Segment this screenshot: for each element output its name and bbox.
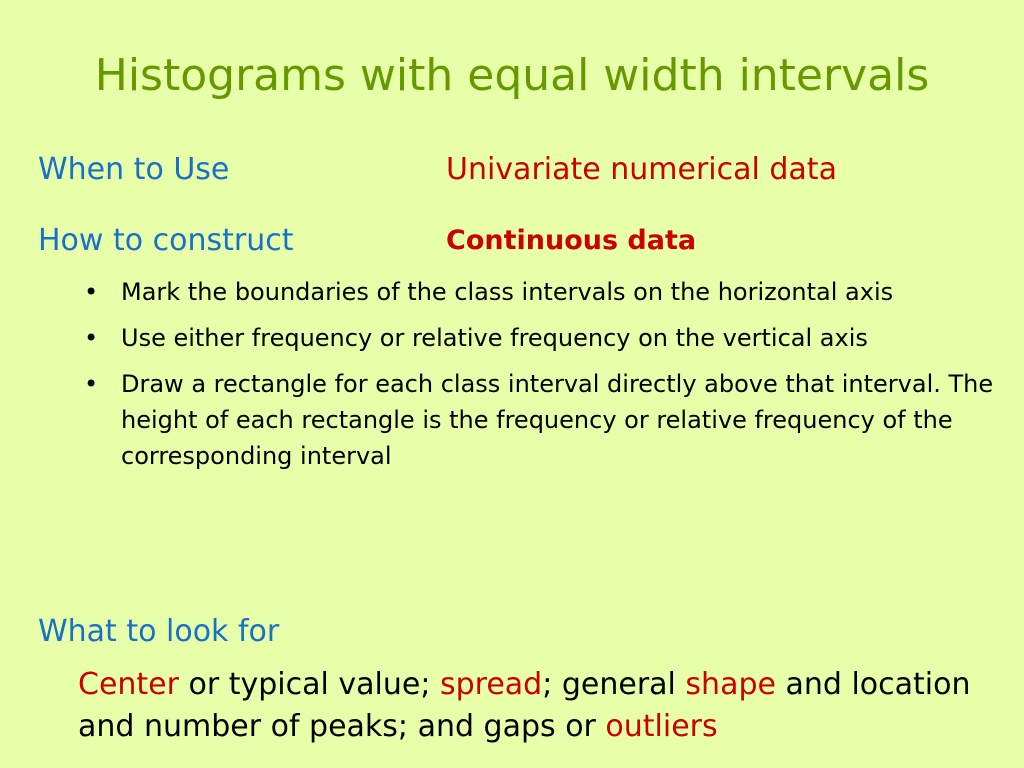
- bullet-text: Mark the boundaries of the class intervals on the horizontal axis: [121, 278, 894, 306]
- when-to-use-label: When to Use: [38, 152, 230, 187]
- bullet-icon: •: [84, 278, 99, 306]
- what-to-look-for-label: What to look for: [38, 614, 280, 649]
- look-for-summary: [78, 664, 1013, 748]
- when-to-use-value: Univariate numerical data: [446, 152, 837, 187]
- construction-steps-list: [84, 274, 1009, 484]
- term-spread: spread: [439, 667, 543, 702]
- summary-text: or typical value;: [178, 667, 440, 702]
- summary-text: ; general: [542, 667, 686, 702]
- list-item: [84, 320, 1009, 356]
- term-outliers: outliers: [605, 709, 718, 744]
- bullet-text: Draw a rectangle for each class interval directly above that interval. The height of each rectangle is the frequency or relative frequency of the corresponding interval: [121, 370, 994, 470]
- summary-text: and location and number of peaks; and gaps or: [78, 667, 971, 744]
- bullet-icon: •: [84, 370, 99, 398]
- bullet-icon: •: [84, 324, 99, 352]
- how-to-construct-value: Continuous data: [446, 225, 697, 256]
- list-item: [84, 366, 1009, 474]
- term-shape: shape: [685, 667, 776, 702]
- bullet-text: Use either frequency or relative frequency on the vertical axis: [121, 324, 868, 352]
- how-to-construct-label: How to construct: [38, 223, 294, 258]
- list-item: [84, 274, 1009, 310]
- term-center: Center: [78, 667, 179, 702]
- slide-title: Histograms with equal width intervals: [94, 50, 930, 101]
